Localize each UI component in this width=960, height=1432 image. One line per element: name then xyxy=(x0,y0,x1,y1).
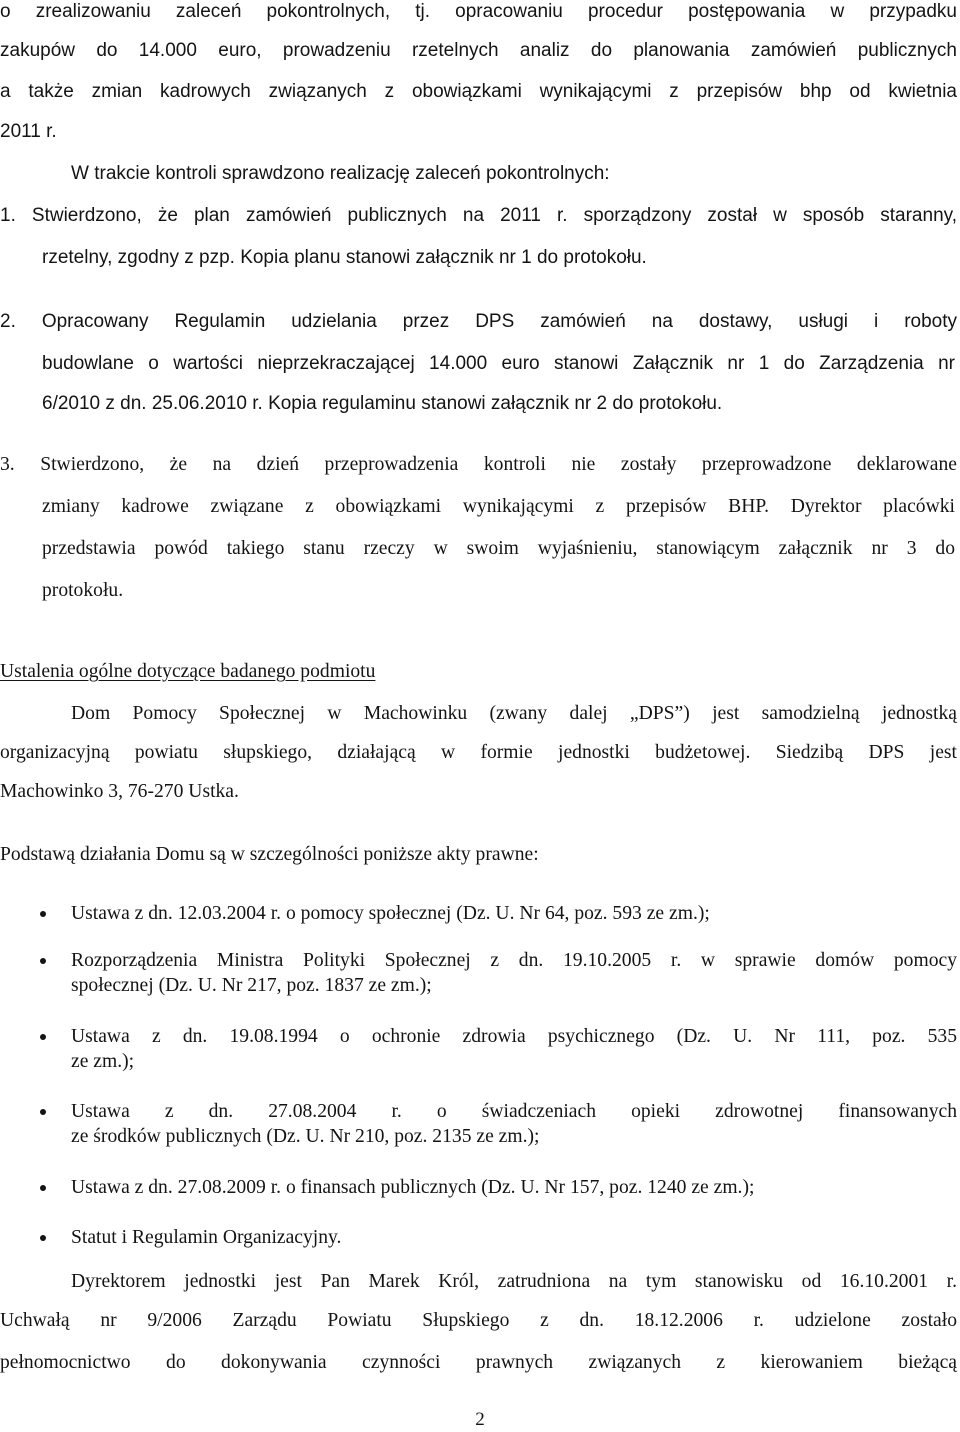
legal-act-item: Ustawa z dn. 27.08.2004 r. o świadczeniach opieki zdrowotnej finansowanych xyxy=(71,1101,957,1122)
intro-line: a także zmian kadrowych związanych z obowiązkami wynikającymi z przepisów bhp od kwietnia xyxy=(0,81,957,102)
check-intro: W trakcie kontroli sprawdzono realizację zaleceń pokontrolnych: xyxy=(71,163,610,184)
finding-3-line: protokołu. xyxy=(42,580,124,601)
bullet-icon xyxy=(40,1235,46,1241)
finding-3-line: 3. Stwierdzono, że na dzień przeprowadzenia kontroli nie zostały przeprowadzone deklarowane xyxy=(0,454,957,475)
legal-act-item: Ustawa z dn. 12.03.2004 r. o pomocy społecznej (Dz. U. Nr 64, poz. 593 ze zm.); xyxy=(71,903,710,924)
intro-line: 2011 r. xyxy=(0,121,57,142)
entity-line: Machowinko 3, 76-270 Ustka. xyxy=(0,781,239,802)
finding-2-line: 6/2010 z dn. 25.06.2010 r. Kopia regulaminu stanowi załącznik nr 2 do protokołu. xyxy=(42,393,723,414)
intro-line: o zrealizowaniu zaleceń pokontrolnych, tj. opracowaniu procedur postępowania w przypadku xyxy=(0,1,957,22)
bullet-icon xyxy=(40,1034,46,1040)
bullet-icon xyxy=(40,1185,46,1191)
bullet-icon xyxy=(40,911,46,917)
entity-line: Dom Pomocy Społecznej w Machowinku (zwany dalej „DPS”) jest samodzielną jednostką xyxy=(71,703,957,724)
legal-act-item: Ustawa z dn. 19.08.1994 o ochronie zdrowia psychicznego (Dz. U. Nr 111, poz. 535 xyxy=(71,1026,957,1047)
finding-3-line: przedstawia powód takiego stanu rzeczy w swoim wyjaśnieniu, stanowiącym załącznik nr 3 do xyxy=(42,538,955,559)
finding-2-line: 2. Opracowany Regulamin udzielania przez DPS zamówień na dostawy, usługi i roboty xyxy=(0,311,957,332)
finding-1-line: rzetelny, zgodny z pzp. Kopia planu stanowi załącznik nr 1 do protokołu. xyxy=(42,247,647,268)
finding-2-line: budowlane o wartości nieprzekraczającej 14.000 euro stanowi Załącznik nr 1 do Zarządzenia nr xyxy=(42,353,955,374)
legal-act-item: Rozporządzenia Ministra Polityki Społecznej z dn. 19.10.2005 r. w sprawie domów pomocy xyxy=(71,950,957,971)
finding-3-line: zmiany kadrowe związane z obowiązkami wynikającymi z przepisów BHP. Dyrektor placówki xyxy=(42,496,955,517)
bullet-icon xyxy=(40,1109,46,1115)
entity-line: organizacyjną powiatu słupskiego, działającą w formie jednostki budżetowej. Siedzibą DPS jest xyxy=(0,742,957,763)
director-line: Dyrektorem jednostki jest Pan Marek Król, zatrudniona na tym stanowisku od 16.10.2001 r. xyxy=(71,1271,957,1292)
director-line: pełnomocnictwo do dokonywania czynności prawnych związanych z kierowaniem bieżącą xyxy=(0,1352,957,1373)
bullet-icon xyxy=(40,958,46,964)
legal-act-item: ze zm.); xyxy=(71,1051,135,1072)
intro-line: zakupów do 14.000 euro, prowadzeniu rzetelnych analiz do planowania zamówień publicznych xyxy=(0,40,957,61)
director-line: Uchwałą nr 9/2006 Zarządu Powiatu Słupskiego z dn. 18.12.2006 r. udzielone zostało xyxy=(0,1310,957,1331)
legal-act-item: ze środków publicznych (Dz. U. Nr 210, poz. 2135 ze zm.); xyxy=(71,1126,540,1147)
legal-basis-intro: Podstawą działania Domu są w szczególności poniższe akty prawne: xyxy=(0,844,539,865)
legal-act-item: Statut i Regulamin Organizacyjny. xyxy=(71,1227,342,1248)
finding-1-line: 1. Stwierdzono, że plan zamówień publicznych na 2011 r. sporządzony został w sposób staranny, xyxy=(0,205,957,226)
legal-act-item: Ustawa z dn. 27.08.2009 r. o finansach publicznych (Dz. U. Nr 157, poz. 1240 ze zm.); xyxy=(71,1177,755,1198)
page-number: 2 xyxy=(475,1409,485,1430)
legal-act-item: społecznej (Dz. U. Nr 217, poz. 1837 ze zm.); xyxy=(71,975,432,996)
section-heading: Ustalenia ogólne dotyczące badanego podmiotu xyxy=(0,661,376,682)
